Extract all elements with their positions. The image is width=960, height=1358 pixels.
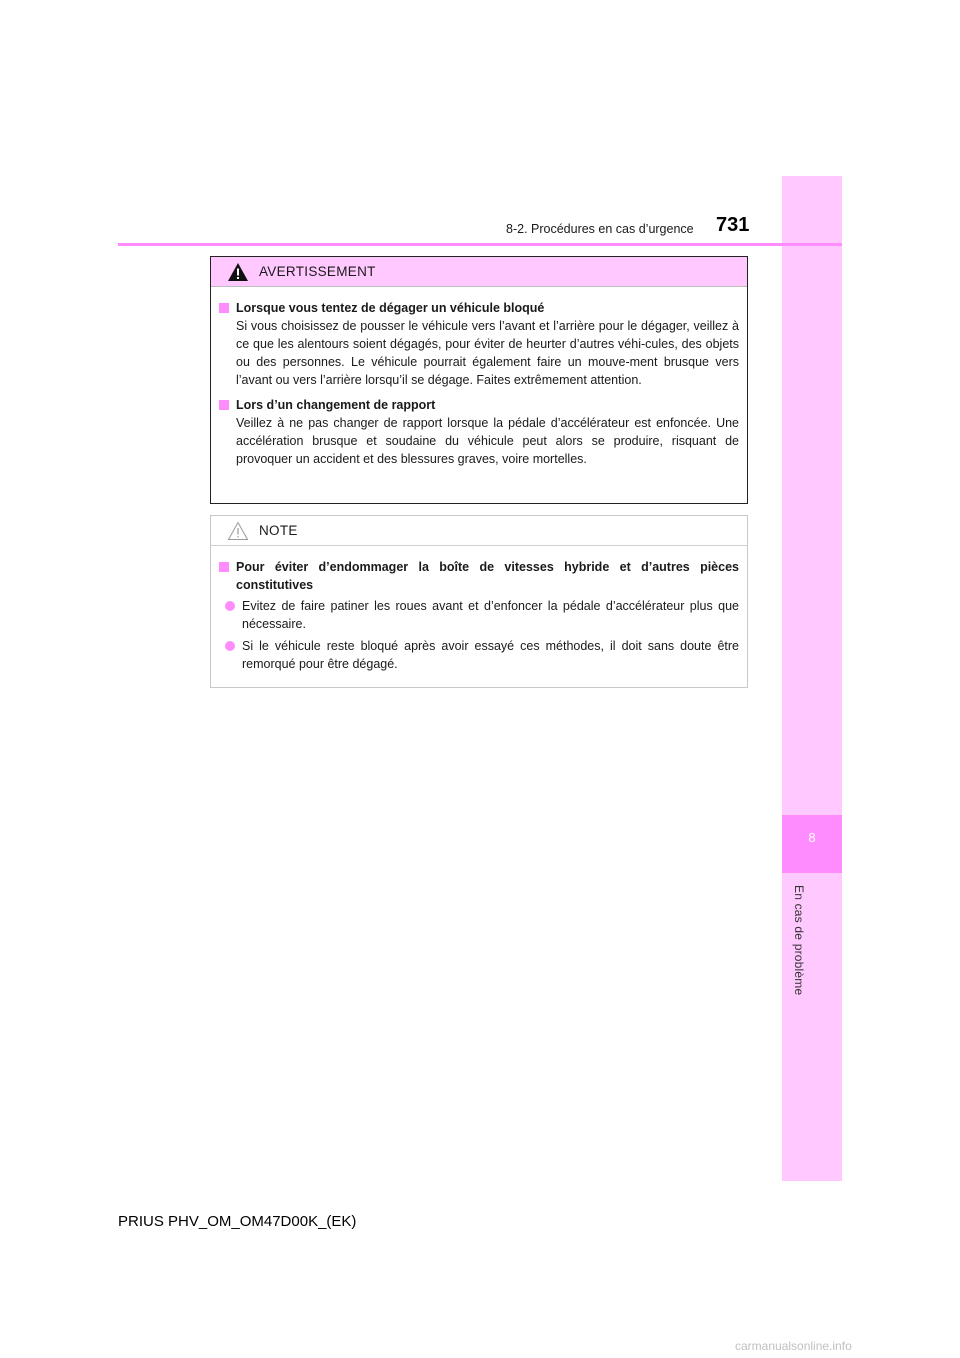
warning-triangle-icon [227, 262, 249, 282]
note-box [210, 515, 748, 688]
watermark: carmanualsonline.info [735, 1339, 852, 1353]
warning-box-header [211, 257, 747, 287]
square-bullet-icon [219, 562, 229, 572]
header-rule [118, 243, 842, 246]
note-bullet: Si le véhicule reste bloqué après avoir essayé ces méthodes, il doit sans doute être remorqué pour être dégagé. [219, 637, 739, 673]
warning-item-heading: Lors d’un changement de rapport [219, 396, 739, 414]
note-box-title: NOTE [259, 523, 298, 538]
note-box-header [211, 516, 747, 546]
caution-triangle-icon [227, 521, 249, 541]
circle-bullet-icon [225, 641, 235, 651]
warning-item-heading: Lorsque vous tentez de dégager un véhicule bloqué [219, 299, 739, 317]
warning-box-title: AVERTISSEMENT [259, 264, 376, 279]
page-number: 731 [716, 214, 750, 236]
chapter-number: 8 [808, 830, 816, 845]
warning-item-text: Veillez à ne pas changer de rapport lorsque la pédale d’accélérateur est enfoncée. Une accélération brusque et soudaine du véhicule peut alors se produire, risquant de provoquer un accident et des blessures graves, voire mortelles. [236, 416, 739, 466]
note-heading: Pour éviter d’endommager la boîte de vitesses hybride et d’autres pièces constitutives [219, 558, 739, 594]
chapter-side-tab [782, 176, 842, 1181]
section-title: 8-2. Procédures en cas d’urgence [506, 222, 694, 236]
document-code: PRIUS PHV_OM_OM47D00K_(EK) [118, 1213, 357, 1230]
warning-item-text: Si vous choisissez de pousser le véhicule vers l’avant et l’arrière pour le dégager, veillez à ce que les alentours soient dégagés, pour éviter de heurter d’autres véhi-cules, des objets ou des personnes. Le véhicule pourrait également faire un mouve-ment brusque vers l’avant ou vers l’arrière lorsqu’il se dégage. Faites extrêmement attention. [236, 319, 739, 387]
chapter-label: En cas de problème [792, 885, 806, 996]
note-box-body [211, 546, 747, 673]
warning-box [210, 256, 748, 504]
note-bullet: Evitez de faire patiner les roues avant et d’enfoncer la pédale d’accélérateur plus que nécessaire. [219, 597, 739, 633]
circle-bullet-icon [225, 601, 235, 611]
warning-box-body [211, 287, 747, 468]
square-bullet-icon [219, 400, 229, 410]
square-bullet-icon [219, 303, 229, 313]
